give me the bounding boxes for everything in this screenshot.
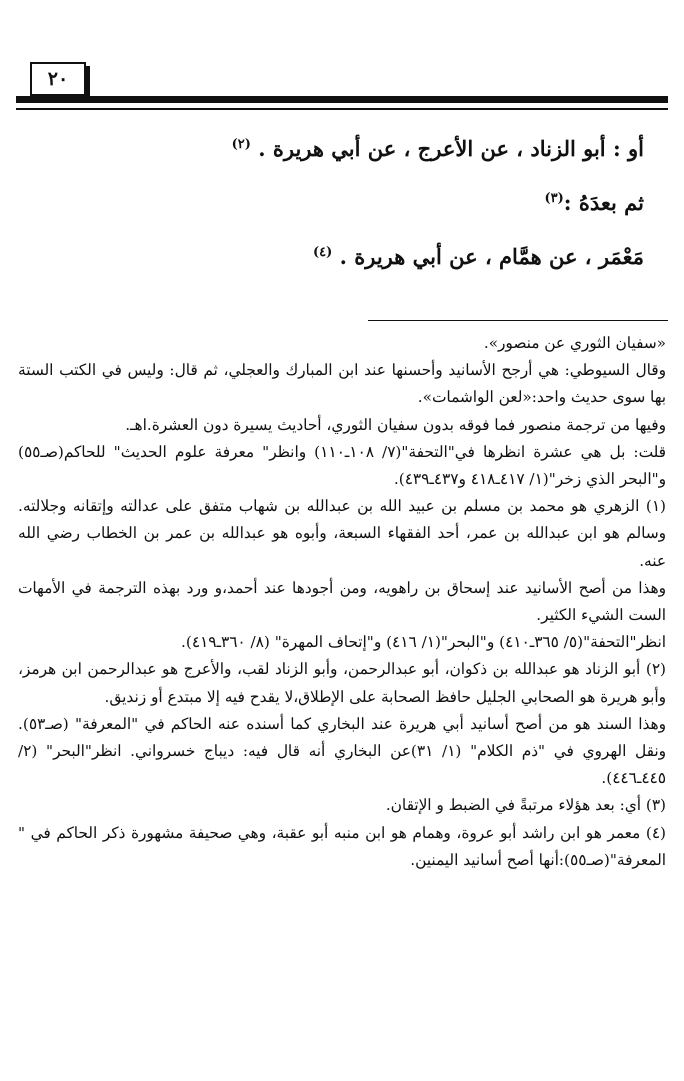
footnote-marker: (٣) [544,191,564,206]
footnote-paragraph: (٢) أبو الزناد هو عبدالله بن ذكوان، أبو عبدالرحمن، وأبو الزناد لقب، والأعرج هو عبدالرحمن ابن هرمز، وأبو هريرة هو الصحابي الجليل حافظ الصحابة على الإطلاق،لا يقدح فيه إلا مبتدع أو زنديق. [18,660,666,706]
footnote-paragraph: قلت: بل هي عشرة انظرها في"التحفة"(٧/ ١٠٨ـ١١٠) وانظر" معرفة علوم الحديث" للحاكم(صـ٥٥) و"البحر الذي زخر"(١/ ٤١٧ـ٤١٨ و٤٣٧ـ٤٣٩). [18,442,666,489]
footnote-marker: (٤) [313,245,333,260]
main-text [16,118,644,280]
footnote-paragraph: (٤) معمر هو ابن راشد أبو عروة، وهمام هو ابن منبه أبو عقبة، وهي صحيفة مشهورة ذكر الحاكم في " المعرفة"(صـ٥٥):أنها أصح أسانيد اليمنين. [18,823,666,869]
header-rule-thin [16,108,668,110]
header-rule [16,96,668,103]
footnote-paragraph: انظر"التحفة"(٥/ ٣٦٥ـ٤١٠) و"البحر"(١/ ٤١٦) و"إتحاف المهرة" (٨/ ٣٦٠ـ٤١٩). [181,633,666,652]
footnotes [18,330,666,874]
footnote-paragraph: وفيها من ترجمة منصور فما فوقه بدون سفيان الثوري، أحاديث يسيرة دون العشرة.اهـ. [125,415,666,434]
footnote-paragraph: (٣) أي: بعد هؤلاء مرتبةً في الضبط و الإتقان. [385,796,666,815]
main-line: أو : أبو الزناد ، عن الأعرج ، عن أبي هريرة . $^{(٢)}$ [231,136,644,161]
footnote-paragraph: وقال السيوطي: هي أرجح الأسانيد وأحسنها عند ابن المبارك والعجلي، ثم قال: وليس في الكتب الستة بها سوى حديث واحد:«لعن الواشمات». [18,361,666,407]
footnote-marker: (٢) [231,137,251,152]
footnote-separator [368,320,668,321]
main-line: مَعْمَر ، عن همَّام ، عن أبي هريرة . $^{(٤)}$ [313,244,644,269]
footnote-paragraph: «سفيان الثوري عن منصور». [483,334,666,352]
footnote-paragraph: وهذا السند هو من أصح أسانيد أبي هريرة عند البخاري كما أسنده عنه الحاكم في "المعرفة" (صـ٥٣). ونقل الهروي في "ذم الكلام" (١/ ٣١)عن البخاري أنه قال فيه: ديباج خسرواني. انظر"البحر" (٢/ ٤٤٥ـ٤٤٦). [18,714,666,788]
main-line: ثم بعدَهُ :$^{(٣)}$ [544,190,644,215]
footnote-paragraph: (١) الزهري هو محمد بن مسلم بن عبيد الله بن عبدالله بن شهاب متفق على عدالته وإتقانه وجلالته. وسالم هو ابن عبدالله بن عمر، أحد الفقهاء السبعة، وأبوه هو عبدالله بن عمر بن الخطاب رضي الله عنه. [18,497,666,570]
page-number: ٢٠ [30,62,86,96]
footnote-paragraph: وهذا من أصح الأسانيد عند إسحاق بن راهويه، ومن أجودها عند أحمد،و ورد بهذه الترجمة في الأمهات الست الشيء الكثير. [18,578,666,625]
